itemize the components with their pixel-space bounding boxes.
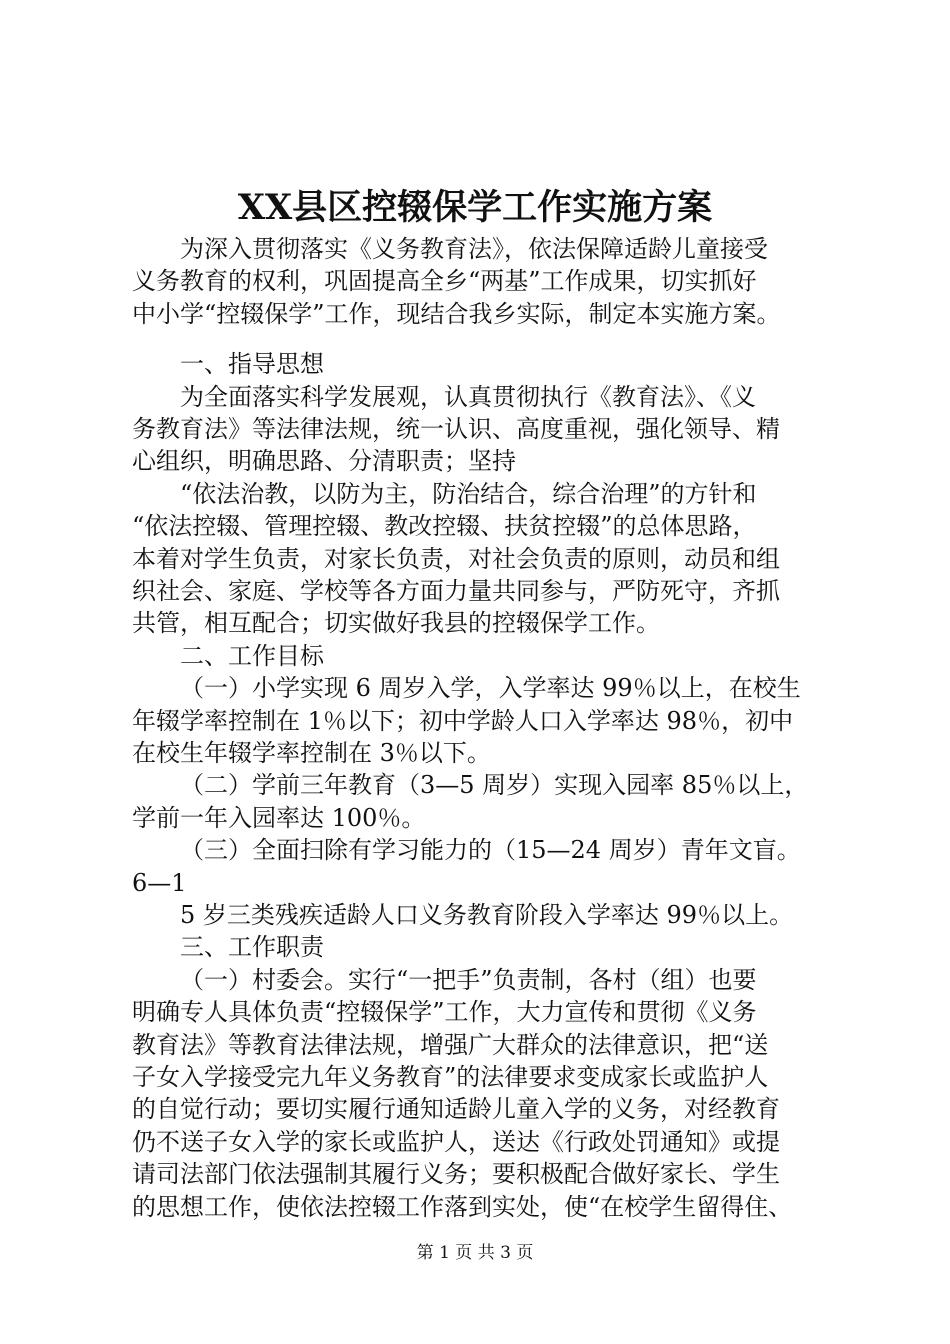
section3-line-7: 请司法部门依法强制其履行义务；要积极配合做好家长、学生 — [132, 1160, 780, 1188]
document-title: XX县区控辍保学工作实施方案 — [237, 187, 713, 228]
section-heading-2: 二、工作目标 — [180, 642, 324, 670]
section3-line-6: 仍不送子女入学的家长或监护人，送达《行政处罚通知》或提 — [132, 1128, 780, 1156]
section1-line-2: 务教育法》等法律法规，统一认识、高度重视，强化领导、精 — [132, 415, 780, 443]
section1-line-8: 共管，相互配合；切实做好我县的控辍保学工作。 — [132, 609, 660, 637]
intro-line-3: 中小学“控辍保学”工作，现结合我乡实际，制定本实施方案。 — [132, 300, 781, 328]
section1-line-3: 心组织，明确思路、分清职责；坚持 — [132, 447, 516, 475]
section2-line-1: （一）小学实现 6 周岁入学，入学率达 99％以上，在校生 — [180, 674, 801, 702]
section2-line-5: 学前一年入园率达 100％。 — [132, 804, 426, 832]
section3-line-8: 的思想工作，使依法控辍工作落到实处，使“在校学生留得住、 — [132, 1193, 793, 1221]
section1-line-7: 织社会、家庭、学校等各方面力量共同参与，严防死守，齐抓 — [132, 577, 780, 605]
section-heading-1: 一、指导思想 — [180, 350, 324, 378]
section1-line-4: “依法治教，以防为主，防治结合，综合治理”的方针和 — [180, 480, 757, 508]
page-footer: 第 1 页 共 3 页 — [416, 1243, 534, 1263]
section2-line-3: 在校生年辍学率控制在 3％以下。 — [132, 739, 491, 767]
section1-line-5: “依法控辍、管理控辍、教改控辍、扶贫控辍”的总体思路， — [132, 512, 757, 540]
section2-line-7: 6—1 — [132, 869, 187, 897]
section1-line-6: 本着对学生负责，对家长负责，对社会负责的原则，动员和组 — [132, 545, 780, 573]
intro-line-2: 义务教育的权利，巩固提高全乡“两基”工作成果，切实抓好 — [132, 267, 757, 295]
section3-line-4: 子女入学接受完九年义务教育”的法律要求变成家长或监护人 — [132, 1063, 769, 1091]
section2-line-2: 年辍学率控制在 1％以下；初中学龄人口入学率达 98％，初中 — [132, 707, 794, 735]
section2-line-6: （三）全面扫除有学习能力的（15—24 周岁）青年文盲。 — [180, 836, 801, 864]
section1-line-1: 为全面落实科学发展观，认真贯彻执行《教育法》、《义 — [180, 383, 756, 411]
section-heading-3: 三、工作职责 — [180, 933, 324, 961]
intro-line-1: 为深入贯彻落实《义务教育法》，依法保障适龄儿童接受 — [180, 235, 768, 263]
section3-line-2: 明确专人具体负责“控辍保学”工作，大力宣传和贯彻《义务 — [132, 998, 757, 1026]
section2-line-8: 5 岁三类残疾适龄人口义务教育阶段入学率达 99％以上。 — [180, 901, 794, 929]
section3-line-5: 的自觉行动；要切实履行通知适龄儿童入学的义务，对经教育 — [132, 1095, 780, 1123]
section2-line-4: （二）学前三年教育（3—5 周岁）实现入园率 85％以上， — [180, 771, 809, 799]
section3-line-3: 教育法》等教育法律法规，增强广大群众的法律意识，把“送 — [132, 1031, 769, 1059]
section3-line-1: （一）村委会。实行“一把手”负责制，各村（组）也要 — [180, 966, 757, 994]
